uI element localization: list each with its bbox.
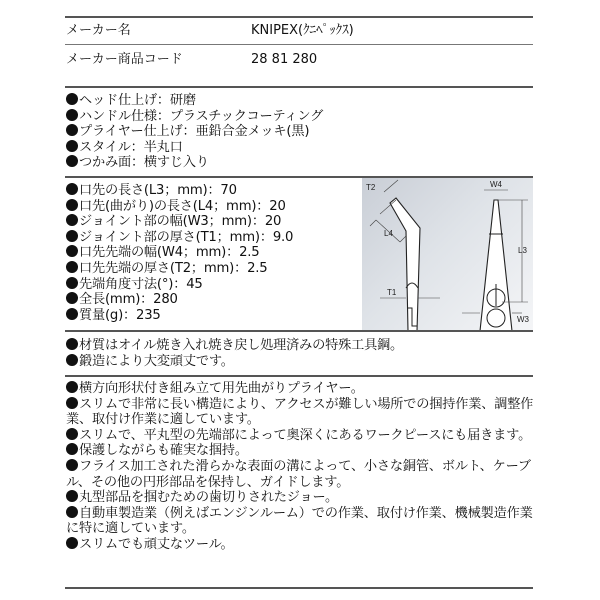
list-item: ハンドル仕様：プラスチックコーティング <box>66 109 534 125</box>
bullet-icon <box>66 183 78 195</box>
spec-value-product-code: 28 81 280 <box>251 52 318 67</box>
plier-drawing-icon <box>362 178 533 331</box>
list-item: スリムで非常に長い構造により、アクセスが難しい場所での掴持作業、調整作業、取付け作業に適しています。 <box>66 396 534 428</box>
bullet-icon <box>66 140 78 152</box>
bullet-icon <box>66 292 78 304</box>
list-item: 質量(g)：235 <box>66 308 356 324</box>
bullet-icon <box>66 93 78 105</box>
label-l3: L3 <box>518 246 527 255</box>
label-t1: T1 <box>387 288 397 297</box>
bullet-icon <box>66 428 78 440</box>
bullet-icon <box>66 199 78 211</box>
divider-spec-end <box>65 86 533 88</box>
divider-material-end <box>65 375 533 377</box>
feature-list <box>66 381 534 553</box>
bullet-icon <box>66 537 78 549</box>
finish-list <box>66 93 534 171</box>
label-w3: W3 <box>517 315 529 324</box>
list-item: 丸型部品を掴むための歯切りされたジョー。 <box>66 490 534 506</box>
bullet-icon <box>66 155 78 167</box>
bullet-icon <box>66 214 78 226</box>
bullet-icon <box>66 338 78 350</box>
list-item: つかみ面：横すじ入り <box>66 155 534 171</box>
list-item: 鍛造により大変頑丈です。 <box>66 354 534 370</box>
divider-row <box>65 44 533 45</box>
bullet-icon <box>66 261 78 273</box>
bullet-icon <box>66 506 78 518</box>
list-item: 口先先端の幅(W4；mm)：2.5 <box>66 245 356 261</box>
plier-dimension-diagram <box>362 178 533 331</box>
bullet-icon <box>66 277 78 289</box>
label-t2: T2 <box>366 183 376 192</box>
bullet-icon <box>66 443 78 455</box>
spec-row-maker <box>66 18 532 44</box>
list-item: 自動車製造業（例えばエンジンルーム）での作業、取付け作業、機械製造作業に特に適しています。 <box>66 505 533 537</box>
list-item: 口先(曲がり)の長さ(L4；mm)：20 <box>66 199 356 215</box>
list-item: ヘッド仕上げ：研磨 <box>66 93 534 109</box>
spec-label-product-code: メーカー商品コード <box>66 52 183 67</box>
label-l4: L4 <box>384 229 393 238</box>
bullet-icon <box>66 308 78 320</box>
spec-value-maker: KNIPEX(ｸﾆﾍﾟｯｸｽ) <box>251 23 354 38</box>
dimension-list <box>66 183 356 323</box>
list-item: ジョイント部の厚さ(T1；mm)：9.0 <box>66 230 356 246</box>
bullet-icon <box>66 109 78 121</box>
divider-dimension-end <box>65 330 533 332</box>
material-list <box>66 338 534 369</box>
bullet-icon <box>66 124 78 136</box>
spec-row-product-code <box>66 47 532 73</box>
list-item: 保護しながらも確実な掴持。 <box>66 443 534 459</box>
list-item: 材質はオイル焼き入れ焼き戻し処理済みの特殊工具鋼。 <box>66 338 534 354</box>
bullet-icon <box>66 354 78 366</box>
list-item: 全長(mm)：280 <box>66 292 356 308</box>
label-w4: W4 <box>490 180 502 189</box>
list-item: ジョイント部の幅(W3；mm)：20 <box>66 214 356 230</box>
bullet-icon <box>66 397 78 409</box>
list-item: フライス加工された滑らかな表面の溝によって、小さな銅管、ボルト、ケーブル、その他の円形部品を保持し、ガイドします。 <box>66 458 531 490</box>
list-item: スタイル：半丸口 <box>66 140 534 156</box>
list-item: スリムで、平丸型の先端部によって奥深くにあるワークピースにも届きます。 <box>66 428 534 444</box>
bullet-icon <box>66 459 78 471</box>
list-item: プライヤー仕上げ：亜鉛合金メッキ(黒) <box>66 124 534 140</box>
divider-bottom <box>65 587 533 589</box>
bullet-icon <box>66 245 78 257</box>
bullet-icon <box>66 490 78 502</box>
list-item: 口先の長さ(L3；mm)：70 <box>66 183 356 199</box>
spec-label-maker: メーカー名 <box>66 23 131 38</box>
list-item: 横方向形状付き組み立て用先曲がりプライヤー。 <box>66 381 534 397</box>
list-item: スリムでも頑丈なツール。 <box>66 537 534 553</box>
list-item: 先端角度寸法(°)：45 <box>66 277 356 293</box>
list-item: 口先先端の厚さ(T2；mm)：2.5 <box>66 261 356 277</box>
bullet-icon <box>66 381 78 393</box>
bullet-icon <box>66 230 78 242</box>
